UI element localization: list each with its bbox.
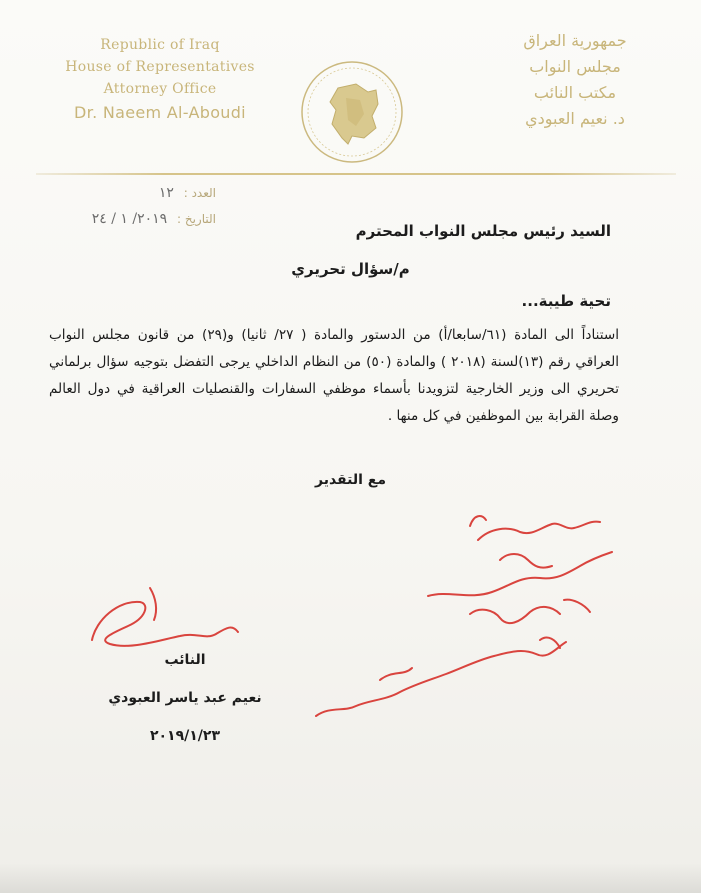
- letterhead-ar-line1: جمهورية العراق: [523, 31, 627, 50]
- letterhead-ar-line3: مكتب النائب: [533, 83, 617, 102]
- page-shadow: [0, 863, 701, 893]
- signatory-name: نعيم عبد ياسر العبودي: [108, 690, 262, 706]
- letterhead-en-name: Dr. Naeem Al-Aboudi: [74, 103, 246, 122]
- number-value: ١٢: [158, 185, 174, 201]
- closing: مع التقدير: [314, 472, 386, 488]
- letterhead-ar-name: د. نعيم العبودي: [525, 109, 625, 128]
- signature-date: ٢٠١٩/١/٢٣: [149, 728, 221, 744]
- subject-line: م/سؤال تحريري: [291, 260, 410, 278]
- letter-body: استناداً الى المادة (٦١/سابعا/أ) من الدستور والمادة ( ٢٧/ ثانيا) و(٢٩) من قانون مجلس النواب العراقي رقم (١٣)لسنة (٢٠١٨ ) والمادة (٥٠) من النظام الداخلي يرجى التفضل بتوجيه سؤال برلماني تحريري الى وزير الخارجية لتزويدنا بأسماء موظفي السفارات والقنصليات العراقية في دول العالم وصلة القرابة بين الموظفين في كل منها .: [49, 327, 620, 424]
- annotation-line3: [470, 607, 560, 623]
- addressee: السيد رئيس مجلس النواب المحترم: [355, 222, 611, 240]
- annotation-line2: [428, 552, 612, 596]
- date-value: ٢٠١٩/ ١ / ٢٤: [91, 211, 168, 227]
- annotation-line1: [478, 522, 600, 540]
- date-label: التاريخ :: [176, 212, 216, 226]
- letterhead-en-line3: Attorney Office: [103, 81, 217, 97]
- annotation-line4: [316, 642, 566, 716]
- signature-scribble: [92, 602, 238, 646]
- letterhead-en-line1: Republic of Iraq: [100, 37, 220, 53]
- number-label: العدد :: [183, 186, 216, 200]
- greeting: تحية طيبة...: [521, 292, 611, 310]
- signatory-title: النائب: [164, 652, 206, 668]
- letterhead-en-line2: House of Representatives: [65, 59, 255, 75]
- letterhead-ar-line2: مجلس النواب: [529, 57, 621, 76]
